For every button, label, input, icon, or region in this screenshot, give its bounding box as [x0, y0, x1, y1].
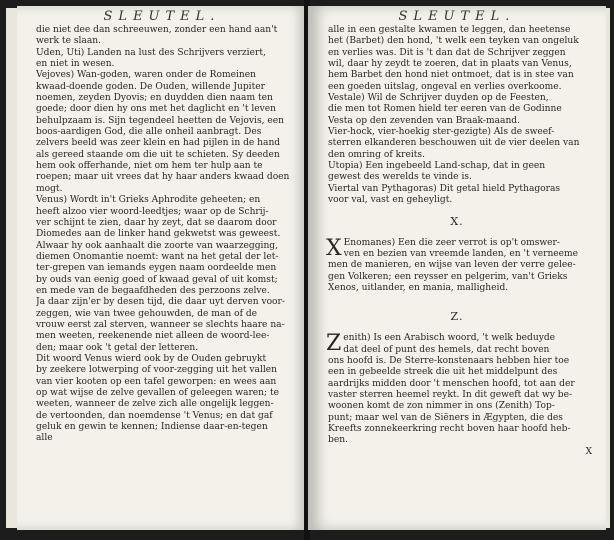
text-line: ver schijnt te zien, daar hy zeyt, dat se daarom door — [36, 217, 277, 228]
page-header: SLEUTEL. — [398, 9, 516, 24]
text-line: Alwaar hy ook aanhaalt die zoorte van waarzegging, — [36, 240, 279, 251]
text-line: Dit woord Venus wierd ook by de Ouden gebruykt — [36, 353, 267, 364]
text-line: die niet dee dan schreeuwen, zonder een hand aan't — [36, 25, 278, 35]
left-text-block — [17, 25, 307, 445]
text-line: op wat wijse de zelve gevallen of geleegen waren; te — [36, 388, 280, 398]
catchword: X — [585, 446, 592, 457]
text-line: Viertal van Pythagoras) Dit getal hield Pythagoras — [328, 183, 561, 194]
text-line: den omring of kreits. — [328, 149, 425, 160]
text-line: noemen, zeyden Dyovis; en duydden dien naam ten — [36, 93, 273, 104]
text-line: men weeten, reekenende niet alleen de woord-lee- — [36, 331, 270, 342]
text-line: en verlies was. Dit is 't dan dat de Schrijver zeggen — [328, 47, 566, 58]
section-heading-z: Z. — [450, 310, 464, 324]
text-line: en mede van de begaafdheden des perzoons zelve. — [36, 285, 270, 296]
right-text-block — [308, 25, 606, 207]
text-line: Enomanes) Een die zeer verrot is op't omswer- — [343, 237, 560, 248]
text-line: boos-aardigen God, die alle onheil aanbragt. Des — [36, 127, 262, 138]
page-header: SLEUTEL. — [103, 9, 221, 24]
text-line: Utopia) Een ingebeeld Land-schap, dat in geen — [328, 161, 546, 172]
text-line: vaster sterren heemel reykt. In dit geweft dat wy be- — [328, 389, 573, 400]
text-line: hem ook offerhande, niet om hem ter hulp aan te — [36, 161, 263, 172]
text-line: ons hoofd is. De Sterre-konstenaars hebben hier toe — [328, 355, 570, 366]
text-line: behulpzaam is. Sijn tegendeel heetten de Vejovis, een — [36, 115, 285, 126]
text-line: van vier kooten op een tafel geworpen: en wees aan — [36, 376, 277, 387]
text-line: Xenos, uitlander, en mania, malligheid. — [328, 282, 509, 293]
section-z-text — [308, 333, 606, 446]
section-heading-x: X. — [450, 214, 464, 228]
text-line: geluk en gewin te kennen; Indiense daar-en-tegen — [36, 422, 268, 433]
text-line: roepen; maar uit vrees dat hy haar anders kwaad doen — [36, 172, 290, 183]
text-line: ter-grepen van iemands eygen naam oordeelde men — [36, 263, 277, 274]
text-line: voor val, vast en geheyligt. — [328, 195, 453, 206]
text-line: Vejoves) Wan-goden, waren onder de Romeinen — [36, 70, 256, 81]
text-line: enith) Is een Arabisch woord, 't welk beduyde — [343, 333, 556, 344]
text-line: als gereed staande om die uit te schieten. Sy deeden — [36, 149, 280, 160]
text-line: woonen komt de zon nimmer in ons (Zenith) Top- — [328, 401, 555, 412]
text-line: diemen Onomantie noemt: want na het getal der let- — [36, 251, 279, 262]
text-line: Diomedes aan de linker hand gekwetst was geweest. — [36, 229, 281, 240]
text-line: aardrijks midden door 't menschen hoofd, tot aan der — [328, 378, 575, 389]
text-line: weeten, wanneer de zelve zich alle ongelijk leggen- — [36, 399, 274, 410]
text-line: Vestale) Wil de Schrijver duyden op de Feesten, — [328, 93, 549, 104]
text-line: alle — [36, 433, 53, 444]
text-line: by zeekere lotwerping of voor-zegging uit het vallen — [36, 365, 278, 376]
text-line: sterren elkanderen beschouwen uit de vier deelen van — [328, 138, 580, 149]
text-line: alle in een gestalte kwamen te leggen, dan heetense — [328, 25, 571, 35]
text-line: by ouds van eenig goed of kwaad geval of uit komst; — [36, 274, 278, 285]
text-line: punt; maar wel van de Siëners in Ægypten, die des — [328, 412, 563, 423]
text-line: een goeden uitslag, ongeval en verlies overkoome. — [328, 81, 562, 92]
section-x-text — [308, 235, 606, 295]
text-line: Ja daar zijn'er by desen tijd, die daar uyt derven voor- — [36, 297, 285, 308]
text-line: de vertoonden, dan noemdense 't Venus; en dat gaf — [36, 410, 273, 421]
text-line: het (Barbet) den hond, 't welk een teyken van ongeluk — [328, 36, 579, 47]
text-line: den; maar ook 't getal der letteren. — [36, 342, 199, 353]
text-line: heeft alzoo vier woord-leedtjes; waar op de Schrij- — [36, 206, 269, 217]
text-line: men de manieren, en wijse van leven der verre gelee- — [328, 260, 576, 271]
drop-cap: Z — [326, 331, 342, 357]
text-line: vrouw eerst zal sterven, wanneer se slechts haare na- — [36, 319, 285, 330]
text-line: kwaad-doende goden. De Ouden, willende Jupiter — [36, 81, 265, 92]
text-line: gen Volkeren; een reysser en pelgerim, van't Grieks — [328, 271, 568, 282]
text-line: ben. — [328, 435, 348, 446]
text-line: ven en bezien van vreemde landen, en 't verneeme — [343, 248, 579, 259]
text-line: en niet in wesen. — [36, 59, 115, 70]
text-line: goede; door dien hy ons met het daglicht en 't leven — [36, 104, 277, 115]
text-line: gewest des werelds te vinde is. — [328, 172, 472, 183]
text-line: Uden, Uti) Landen na lust des Schrijvers verziert, — [36, 47, 266, 58]
text-line: zelvers beeld was zeer klein en had pijlen in de hand — [36, 138, 281, 149]
text-line: zeggen, wie van twee gehouwden, de man of de — [36, 308, 258, 319]
text-line: wil, daar hy zeydt te zoeren, dat in plaats van Venus, — [328, 59, 572, 70]
drop-cap: X — [326, 235, 342, 261]
text-line: mogt. — [36, 183, 63, 194]
text-line: Venus) Wordt in't Grieks Aphrodite geheeten; en — [36, 195, 261, 206]
right-page — [308, 6, 606, 530]
text-line: Kreefts zonnekeerkring recht boven haar hoofd heb- — [328, 423, 571, 434]
left-page — [17, 6, 307, 530]
text-line: dat deel of punt des hemels, dat recht boven — [343, 344, 550, 355]
text-line: die men tot Romen hield ter eeren van de Godinne — [328, 104, 562, 115]
text-line: Vier-hock, vier-hoekig ster-gezigte) Als de sweef- — [328, 127, 555, 138]
text-line: hem Barbet den hond niet ontmoet, dat is in stee van — [328, 70, 574, 81]
text-line: werk te slaan. — [36, 36, 102, 47]
text-line: een in gebeelde streek die uit het middelpunt des — [328, 367, 558, 378]
text-line: Vesta op den zevenden van Braak-maand. — [328, 115, 521, 126]
